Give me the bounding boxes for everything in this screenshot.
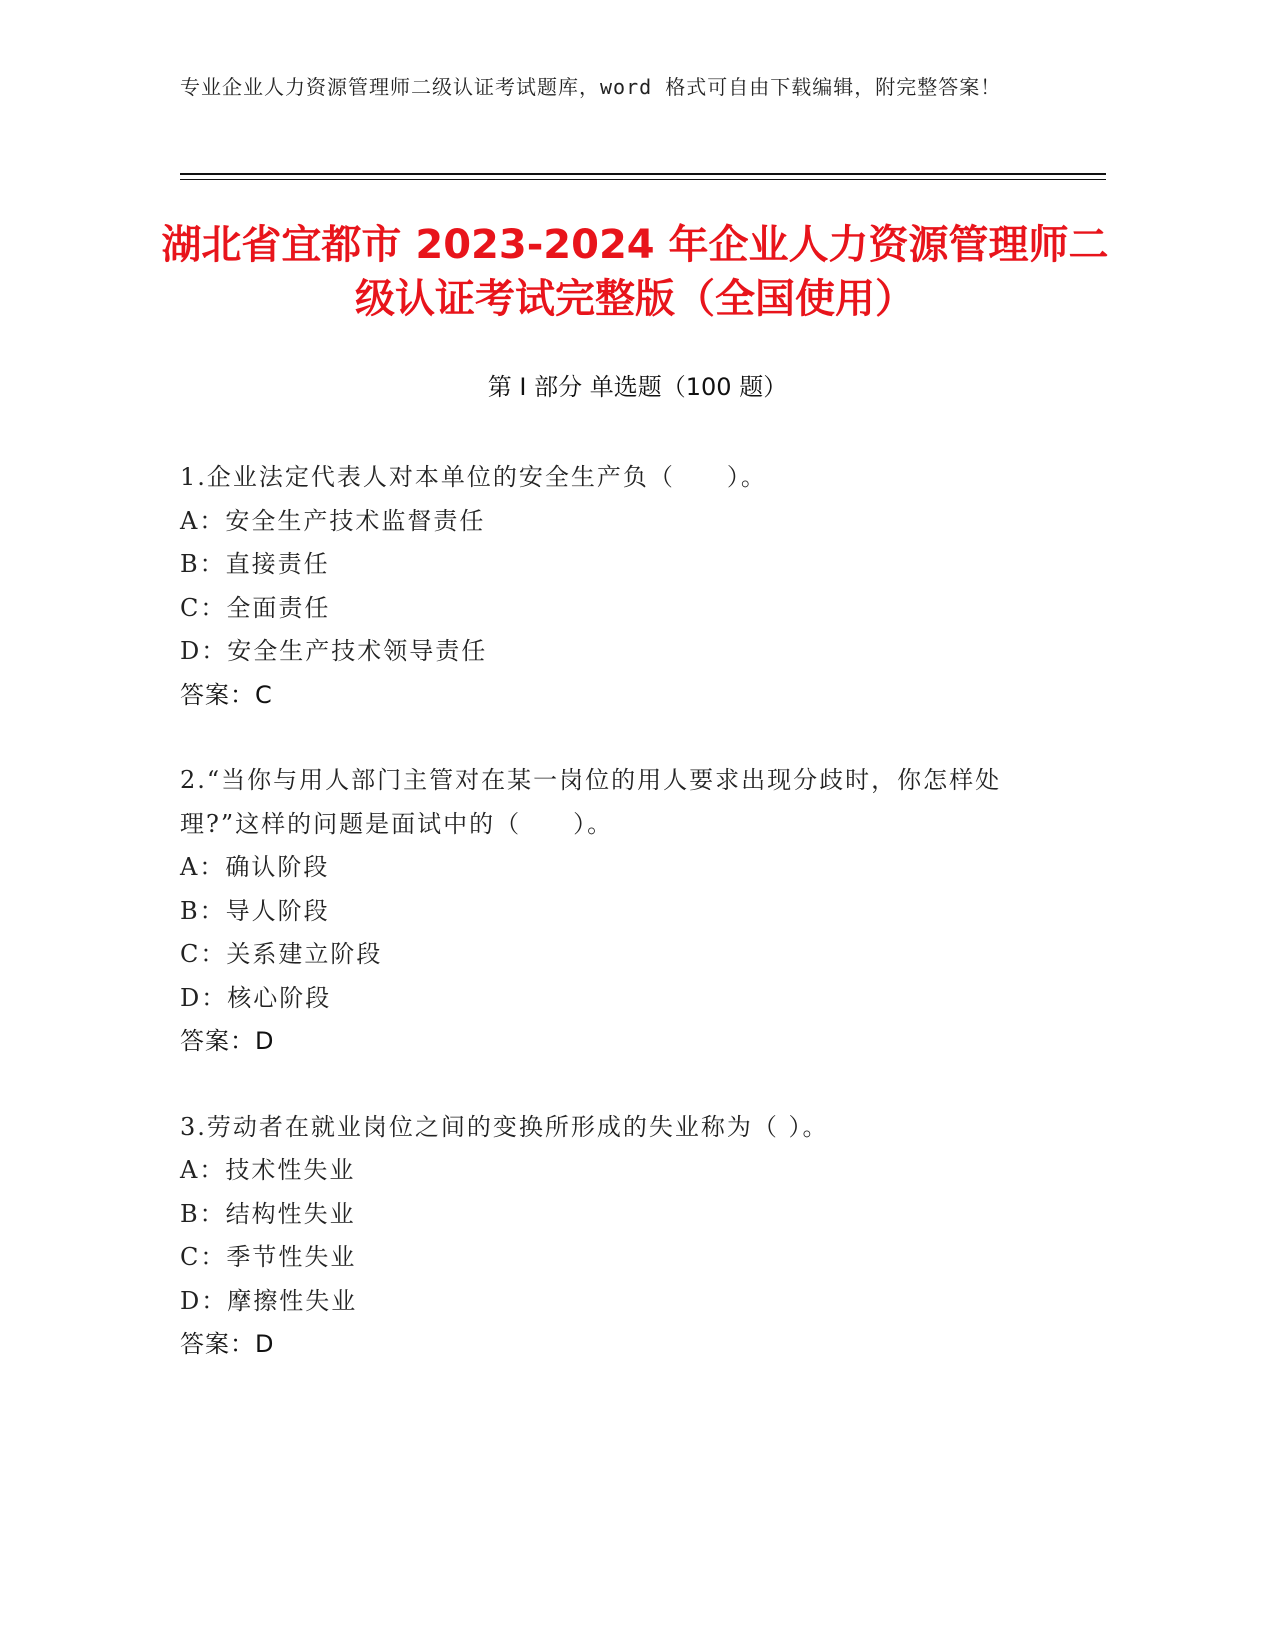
option-a: A：确认阶段 (180, 853, 330, 881)
question-stem: 2.“当你与用人部门主管对在某一岗位的用人要求出现分歧时，你怎样处理?”这样的问题是面试中的（ ）。 (180, 766, 1002, 838)
option-b: B：导人阶段 (180, 896, 330, 925)
header-note: 专业企业人力资源管理师二级认证考试题库，word 格式可自由下载编辑，附完整答案！ (180, 75, 1002, 99)
option-c: C：关系建立阶段 (180, 940, 383, 968)
question-3 (180, 1106, 1060, 1367)
document-title: 湖北省宜都市 2023-2024 年企业人力资源管理师二级认证考试完整版（全国使用） (161, 222, 1109, 322)
question-stem: 1.企业法定代表人对本单位的安全生产负（ ）。 (180, 463, 767, 491)
option-a: A：技术性失业 (180, 1156, 356, 1184)
question-stem: 3.劳动者在就业岗位之间的变换所形成的失业称为（ ）。 (180, 1112, 829, 1141)
option-d: D：安全生产技术领导责任 (180, 637, 488, 665)
option-d: D：摩擦性失业 (180, 1286, 358, 1315)
question-1 (180, 456, 1060, 717)
answer-label: 答案：C (180, 680, 273, 709)
answer-label: 答案：D (180, 1330, 275, 1358)
question-2 (180, 759, 1060, 1064)
option-c: C：季节性失业 (180, 1243, 357, 1271)
header-rule-thick (180, 173, 1106, 175)
option-b: B：直接责任 (180, 550, 330, 578)
option-a: A：安全生产技术监督责任 (180, 506, 486, 535)
answer-label: 答案：D (180, 1027, 275, 1055)
option-d: D：核心阶段 (180, 983, 332, 1012)
header-rule-thin (180, 179, 1106, 180)
option-b: B：结构性失业 (180, 1199, 356, 1228)
option-c: C：全面责任 (180, 593, 331, 622)
section-heading: 第 I 部分 单选题（100 题） (487, 373, 788, 401)
question-list (180, 456, 1060, 1409)
